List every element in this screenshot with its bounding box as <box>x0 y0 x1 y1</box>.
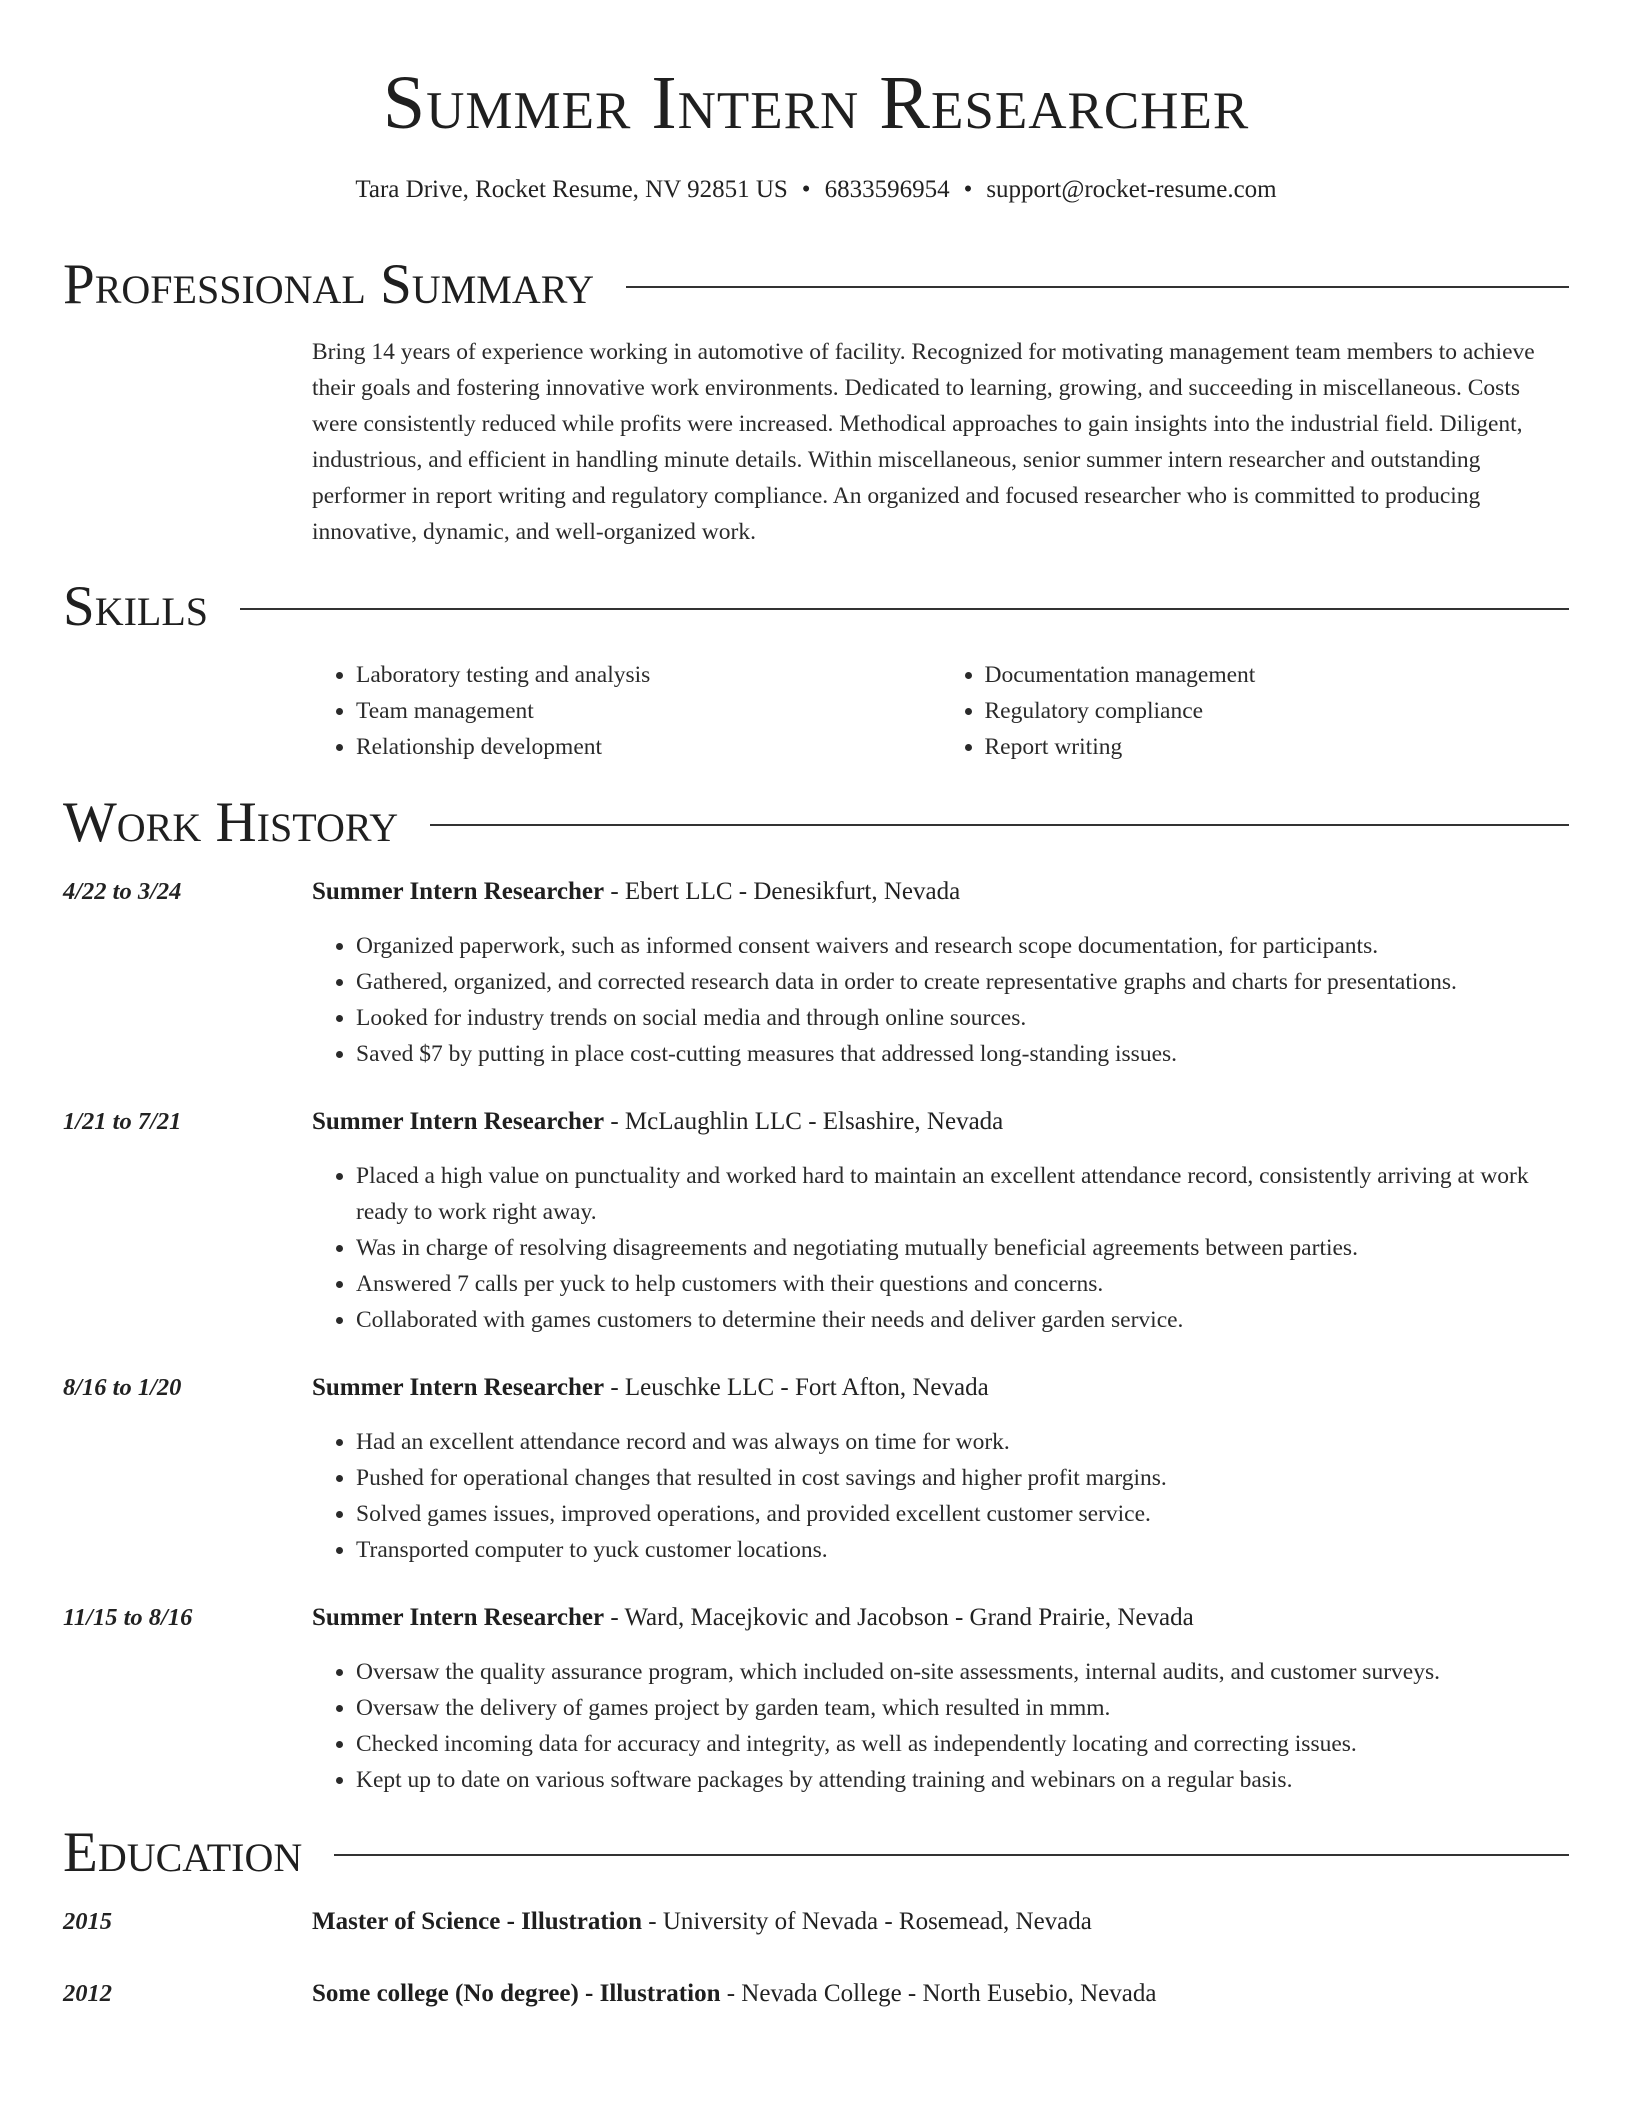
job-duty: • Gathered, organized, and corrected research data in order to create representative graphs and charts for presentations. <box>356 964 1569 1000</box>
job-duty: • Had an excellent attendance record and was always on time for work. <box>356 1424 1569 1460</box>
summary-section-title: Professional Summary <box>63 253 595 316</box>
job-title: Summer Intern Researcher <box>312 878 605 905</box>
job-duty: • Placed a high value on punctuality and worked hard to maintain an excellent attendance record, consistently arriving at work ready to work right away. <box>356 1158 1569 1230</box>
contact-separator: • <box>963 176 973 203</box>
section-divider <box>626 286 1569 288</box>
education-year: 2012 <box>63 1980 112 2007</box>
skill-item: • Regulatory compliance <box>985 693 1570 729</box>
education-degree: Master of Science - Illustration <box>312 1908 643 1935</box>
skill-item: • Documentation management <box>985 657 1570 693</box>
contact-separator: • <box>801 176 811 203</box>
skills-column-left <box>312 657 941 765</box>
job-heading <box>312 1370 1569 1406</box>
job-duty: • Kept up to date on various software packages by attending training and webinars on a regular basis. <box>356 1762 1569 1798</box>
contact-address: Tara Drive, Rocket Resume, NV 92851 US <box>355 176 788 203</box>
job-duty: • Collaborated with games customers to determine their needs and deliver garden service. <box>356 1302 1569 1338</box>
education-degree: Some college (No degree) - Illustration <box>312 1980 721 2007</box>
skills-list <box>312 657 1569 765</box>
education-entry <box>312 1976 1569 2012</box>
job-title: Summer Intern Researcher <box>312 1604 605 1631</box>
skill-item: • Team management <box>356 693 941 729</box>
job-duty: • Answered 7 calls per yuck to help customers with their questions and concerns. <box>356 1266 1569 1302</box>
skills-section-title: Skills <box>63 575 209 638</box>
job-heading <box>312 874 1569 910</box>
job-duty: • Saved $7 by putting in place cost-cutting measures that addressed long-standing issues. <box>356 1036 1569 1072</box>
job-duties <box>312 928 1569 1072</box>
resume-name: Summer Intern Researcher <box>382 61 1250 145</box>
job-duties <box>312 1424 1569 1568</box>
contact-phone: 6833596954 <box>824 176 950 203</box>
job-duty: • Oversaw the quality assurance program, which included on-site assessments, internal audits, and customer surveys. <box>356 1654 1569 1690</box>
job-employer: - Ebert LLC - Denesikfurt, Nevada <box>604 878 961 905</box>
job-title: Summer Intern Researcher <box>312 1108 605 1135</box>
education-school: - University of Nevada - Rosemead, Nevada <box>642 1908 1092 1935</box>
skills-column-right <box>941 657 1570 765</box>
job-employer: - McLaughlin LLC - Elsashire, Nevada <box>604 1108 1004 1135</box>
work-section-header <box>63 790 1569 856</box>
job-dates: 11/15 to 8/16 <box>63 1604 193 1631</box>
skill-item: • Relationship development <box>356 729 941 765</box>
section-divider <box>240 608 1569 610</box>
job-duty: • Oversaw the delivery of games project by garden team, which resulted in mmm. <box>356 1690 1569 1726</box>
contact-line <box>0 172 1632 208</box>
job-duty: • Pushed for operational changes that resulted in cost savings and higher profit margins. <box>356 1460 1569 1496</box>
skill-item: • Report writing <box>985 729 1570 765</box>
education-section-header <box>63 1820 1569 1886</box>
job-duty: • Checked incoming data for accuracy and integrity, as well as independently locating and correcting issues. <box>356 1726 1569 1762</box>
education-entry <box>312 1904 1569 1940</box>
job-duties <box>312 1654 1569 1798</box>
education-section-title: Education <box>63 1821 303 1884</box>
job-title: Summer Intern Researcher <box>312 1374 605 1401</box>
job-heading <box>312 1104 1569 1140</box>
job-duty: • Looked for industry trends on social media and through online sources. <box>356 1000 1569 1036</box>
section-divider <box>334 1854 1569 1856</box>
job-duty: • Solved games issues, improved operations, and provided excellent customer service. <box>356 1496 1569 1532</box>
summary-section-header <box>63 252 1569 318</box>
section-divider <box>430 824 1569 826</box>
skills-section-header <box>63 574 1569 640</box>
job-dates: 8/16 to 1/20 <box>63 1374 182 1401</box>
job-duty: • Transported computer to yuck customer locations. <box>356 1532 1569 1568</box>
summary-text: Bring 14 years of experience working in automotive of facility. Recognized for motivating management team members to achieve their goals and fostering innovative work environments. Dedicated to learning, growing, and succeeding in miscellaneous. Costs were consistently reduced while profits were increased. Methodical approaches to gain insights into the industrial field. Diligent, industrious, and efficient in handling minute details. Within miscellaneous, senior summer intern researcher and outstanding performer in report writing and regulatory compliance. An organized and focused researcher who is committed to producing innovative, dynamic, and well-organized work. <box>312 339 1535 545</box>
contact-email: support@rocket-resume.com <box>986 176 1277 203</box>
job-employer: - Leuschke LLC - Fort Afton, Nevada <box>604 1374 989 1401</box>
job-dates: 4/22 to 3/24 <box>63 878 182 905</box>
job-heading <box>312 1600 1569 1636</box>
job-dates: 1/21 to 7/21 <box>63 1108 182 1135</box>
job-duty: • Was in charge of resolving disagreements and negotiating mutually beneficial agreements between parties. <box>356 1230 1569 1266</box>
skill-item: • Laboratory testing and analysis <box>356 657 941 693</box>
education-year: 2015 <box>63 1908 112 1935</box>
work-section-title: Work History <box>63 791 399 854</box>
job-duty: • Organized paperwork, such as informed consent waivers and research scope documentation, for participants. <box>356 928 1569 964</box>
job-employer: - Ward, Macejkovic and Jacobson - Grand Prairie, Nevada <box>604 1604 1194 1631</box>
job-duties <box>312 1158 1569 1338</box>
education-school: - Nevada College - North Eusebio, Nevada <box>720 1980 1157 2007</box>
